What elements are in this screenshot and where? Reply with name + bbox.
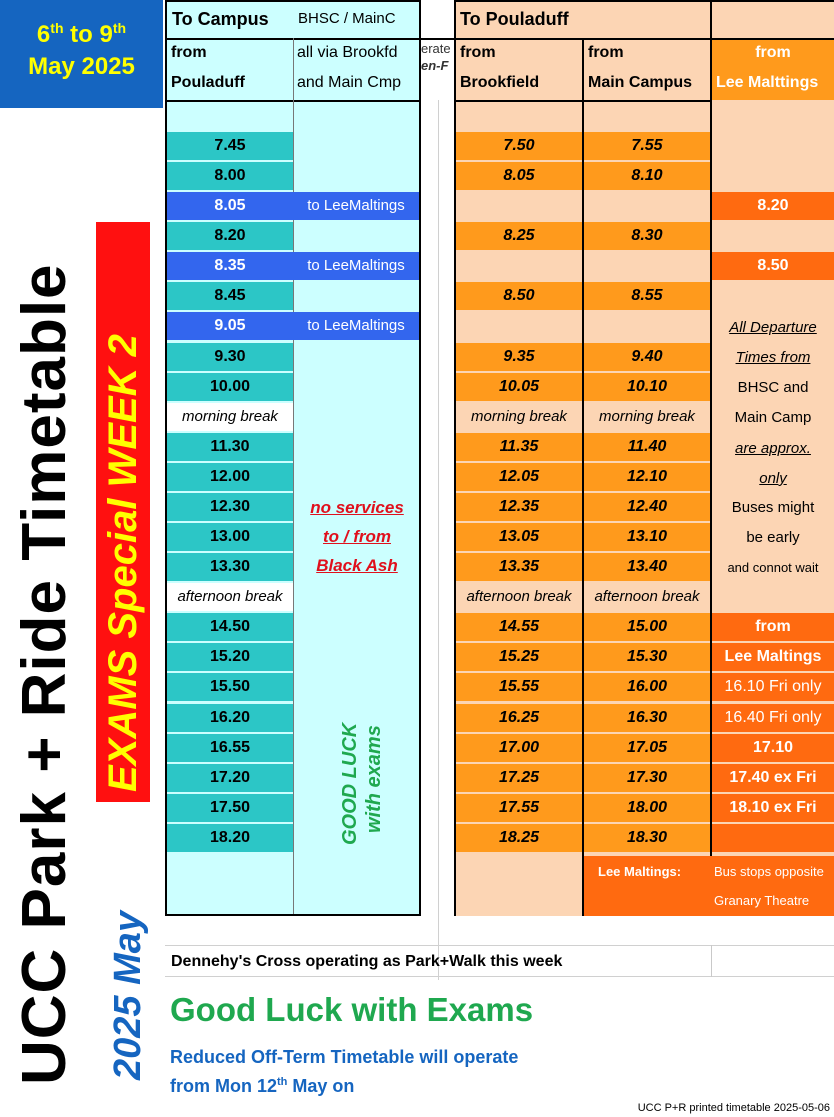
break-label-main: morning break: [599, 408, 695, 425]
lee-maltings-time: 17.40 ex Fri: [712, 764, 834, 792]
brookfield-time: 8.25: [456, 222, 582, 250]
pouladuff-time: 16.55: [167, 734, 293, 762]
lee-note-8: be early: [746, 529, 800, 546]
pouladuff-time: 10.00: [167, 373, 293, 401]
main-campus-time: 18.30: [584, 824, 710, 852]
grid-vline: [711, 945, 712, 977]
pouladuff-time: 13.30: [167, 553, 293, 581]
brookfield-time: 14.55: [456, 613, 582, 641]
lee-note-6: only: [759, 470, 787, 487]
brookfield-time: 12.35: [456, 493, 582, 521]
gap-line: [438, 100, 439, 980]
title-year-month: [105, 911, 151, 1080]
pouladuff-time: 17.20: [167, 764, 293, 792]
exams-special-label: EXAMS Special: [101, 487, 145, 792]
brookfield-time: 17.55: [456, 794, 582, 822]
good-luck-line-2: with exams: [363, 725, 385, 833]
break-label: afternoon break: [167, 583, 293, 611]
brookfield-time: 8.50: [456, 282, 582, 310]
lee-note-5: are approx.: [735, 440, 811, 457]
to-lee-maltings-note: to LeeMaltings: [293, 312, 419, 340]
from-label-b: from: [460, 44, 496, 61]
pouladuff-time: 18.20: [167, 824, 293, 852]
main-campus-time: 17.30: [584, 764, 710, 792]
black-ash-line-1: no services: [310, 498, 404, 517]
main-campus-time: 13.10: [584, 523, 710, 551]
pouladuff-label: Pouladuff: [171, 74, 245, 91]
from-label-m: from: [588, 44, 624, 61]
brookfield-time: 8.05: [456, 162, 582, 190]
good-luck-vertical: [338, 723, 386, 845]
break-label-main: afternoon break: [594, 588, 700, 605]
main-campus-time: 17.05: [584, 734, 710, 762]
black-ash-line-2: to / from: [323, 527, 391, 546]
reduced-timetable-line-1: Reduced Off-Term Timetable will operate: [170, 1047, 519, 1067]
brookfield-time: 7.50: [456, 132, 582, 160]
pouladuff-time-lee: 9.05: [167, 312, 293, 340]
to-campus-subheader: BHSC / MainC: [298, 10, 396, 27]
main-campus-label: Main Campus: [588, 74, 693, 91]
lee-maltings-stop-line-1: Bus stops opposite: [714, 864, 824, 879]
pouladuff-time: 7.45: [167, 132, 293, 160]
date-range-box: [0, 0, 163, 108]
lee-maltings-time: 17.10: [712, 734, 834, 762]
pouladuff-time-lee: 8.05: [167, 192, 293, 220]
brookfield-time: 13.05: [456, 523, 582, 551]
main-campus-time: 13.40: [584, 553, 710, 581]
lee-note-4: Main Camp: [734, 409, 812, 426]
date-end-suffix: th: [112, 20, 127, 36]
lee-maltings-time: Lee Maltings: [712, 643, 834, 671]
black-ash-note: [296, 493, 418, 580]
lee-maltings-time: 18.10 ex Fri: [712, 794, 834, 822]
break-label-brookfield: afternoon break: [466, 588, 572, 605]
main-campus-time: 16.30: [584, 704, 710, 732]
brookfield-time: 18.25: [456, 824, 582, 852]
pouladuff-time: 13.00: [167, 523, 293, 551]
operate-fragment-2: en-F: [421, 58, 449, 73]
good-luck-heading: Good Luck with Exams: [170, 991, 534, 1028]
to-lee-maltings-note: to LeeMaltings: [293, 192, 419, 220]
week-label: WEEK 2: [101, 334, 145, 488]
via-note-2: and Main Cmp: [297, 74, 402, 91]
pouladuff-time: 14.50: [167, 613, 293, 641]
brookfield-time: 17.25: [456, 764, 582, 792]
exams-special-banner: [96, 222, 150, 802]
main-campus-time: 8.10: [584, 162, 710, 190]
lee-note-9: and connot wait: [727, 560, 819, 575]
main-campus-time: 10.10: [584, 373, 710, 401]
brookfield-time: 9.35: [456, 343, 582, 371]
pouladuff-time-lee: 8.35: [167, 252, 293, 280]
brookfield-time: 11.35: [456, 433, 582, 461]
brookfield-time: 15.25: [456, 643, 582, 671]
main-campus-time: 12.10: [584, 463, 710, 491]
operate-fragment-1: erate: [421, 41, 451, 56]
brookfield-time: 10.05: [456, 373, 582, 401]
lee-maltings-stop-label: Lee Maltings:: [598, 864, 682, 879]
pouladuff-time: 12.00: [167, 463, 293, 491]
main-campus-time: 8.30: [584, 222, 710, 250]
lee-maltings-time: 16.40 Fri only: [712, 704, 834, 732]
lee-maltings-stop-line-2: Granary Theatre: [714, 893, 810, 908]
title-month: May: [107, 910, 149, 985]
from-label: from: [171, 44, 207, 61]
lee-maltings-time: 8.50: [712, 252, 834, 280]
pouladuff-time: 8.20: [167, 222, 293, 250]
reduced-date: from Mon 12: [170, 1076, 278, 1096]
lee-maltings-time: 16.10 Fri only: [712, 673, 834, 701]
via-note-1: all via Brookfd: [297, 44, 398, 61]
lee-maltings-time: [712, 824, 834, 852]
pouladuff-time: 16.20: [167, 704, 293, 732]
lee-note-1: All Departure: [729, 319, 817, 336]
date-start: 6: [36, 21, 51, 48]
main-campus-time: 15.30: [584, 643, 710, 671]
page-title: UCC Park + Ride Timetable: [10, 263, 79, 1085]
to-lee-maltings-note: to LeeMaltings: [293, 252, 419, 280]
brookfield-label: Brookfield: [460, 74, 540, 91]
break-label-brookfield: morning break: [471, 408, 567, 425]
pouladuff-time: 12.30: [167, 493, 293, 521]
main-campus-time: 12.40: [584, 493, 710, 521]
brookfield-time: 12.05: [456, 463, 582, 491]
pouladuff-time: 15.20: [167, 643, 293, 671]
pouladuff-time: 8.45: [167, 282, 293, 310]
main-campus-time: 15.00: [584, 613, 710, 641]
grid-line-2: [165, 976, 834, 977]
main-campus-time: 7.55: [584, 132, 710, 160]
grid-line: [165, 945, 834, 946]
lee-maltings-time: 8.20: [712, 192, 834, 220]
date-end: to 9: [63, 21, 113, 48]
main-campus-time: 16.00: [584, 673, 710, 701]
reduced-date-suffix: th: [277, 1076, 288, 1088]
operate-fragment: [421, 40, 454, 80]
printed-timestamp: UCC P+R printed timetable 2025-05-06: [637, 1102, 830, 1114]
main-campus-time: 8.55: [584, 282, 710, 310]
lee-note-2: Times from: [735, 349, 811, 366]
black-ash-line-3: Black Ash: [316, 556, 398, 575]
brookfield-time: 15.55: [456, 673, 582, 701]
col-divider: [293, 38, 294, 914]
good-luck-line-1: GOOD LUCK: [339, 722, 361, 845]
lee-maltings-time: from: [712, 613, 834, 641]
date-start-suffix: th: [50, 20, 64, 36]
brookfield-time: 17.00: [456, 734, 582, 762]
pouladuff-time: 8.00: [167, 162, 293, 190]
lee-note-7: Buses might: [731, 499, 815, 516]
dennehy-notice: Dennehy's Cross operating as Park+Walk this week: [171, 953, 563, 970]
brookfield-time: 16.25: [456, 704, 582, 732]
pouladuff-time: 17.50: [167, 794, 293, 822]
reduced-date-tail: May on: [287, 1076, 355, 1096]
pouladuff-time: 9.30: [167, 343, 293, 371]
main-campus-time: 9.40: [584, 343, 710, 371]
from-label-l: from: [755, 44, 791, 61]
reduced-timetable-line-2: [170, 1069, 354, 1099]
to-pouladuff-header: To Pouladuff: [460, 9, 569, 29]
brookfield-time: 13.35: [456, 553, 582, 581]
lee-note-3: BHSC and: [737, 379, 809, 396]
pouladuff-time: 11.30: [167, 433, 293, 461]
main-campus-time: 11.40: [584, 433, 710, 461]
pouladuff-time: 15.50: [167, 673, 293, 701]
break-label: morning break: [167, 403, 293, 431]
to-campus-header: To Campus: [172, 9, 269, 29]
title-year: 2025: [107, 995, 149, 1080]
lee-maltings-label: Lee Malttings: [716, 74, 819, 91]
date-month-year: May 2025: [28, 53, 135, 80]
main-campus-time: 18.00: [584, 794, 710, 822]
